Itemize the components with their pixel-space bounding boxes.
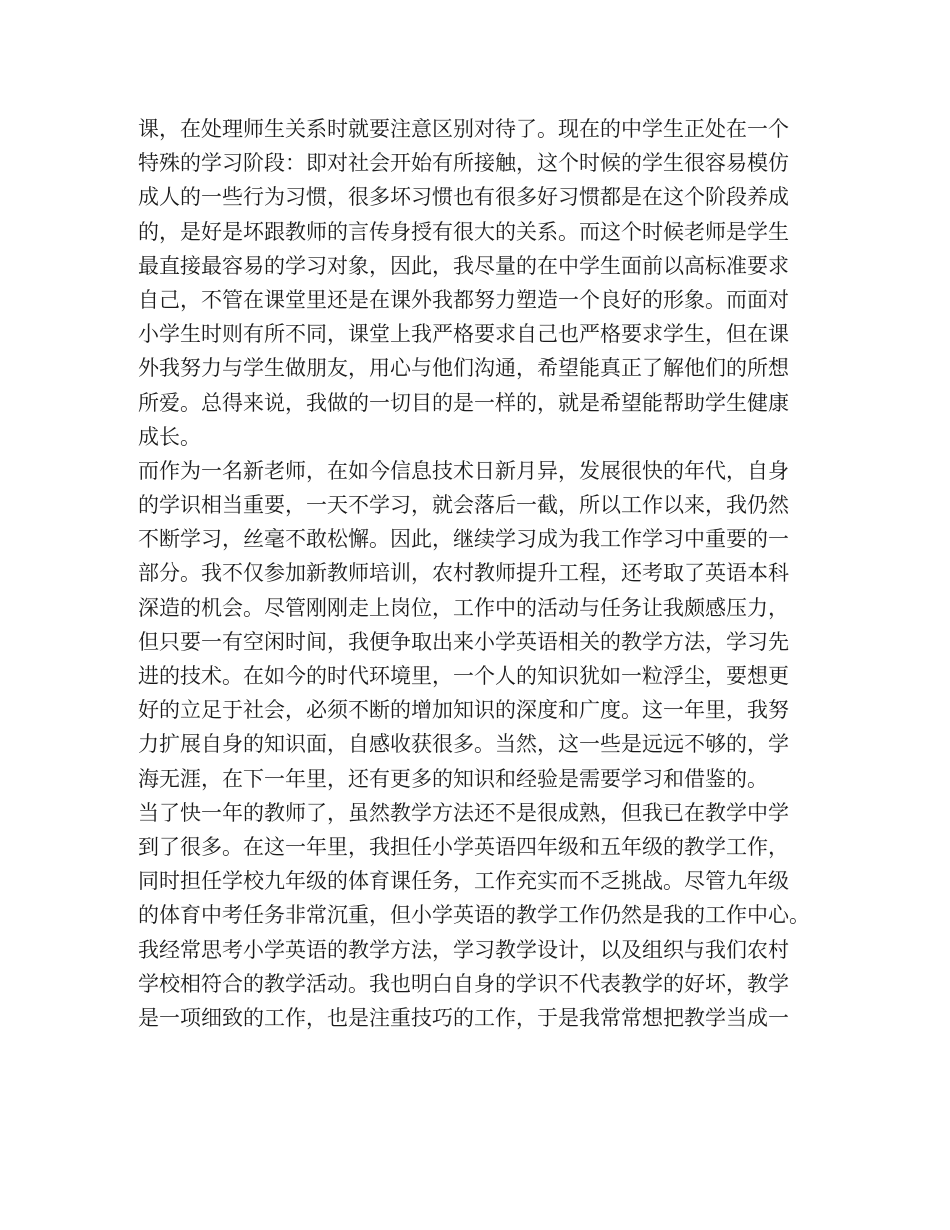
text-line: 海无涯，在下一年里，还有更多的知识和经验是需要学习和借鉴的。 [138, 766, 768, 791]
text-line: 力扩展自身的知识面，自感收获很多。当然，这一些是远远不够的，学 [138, 732, 789, 757]
text-line: 特殊的学习阶段：即对社会开始有所接触，这个时候的学生很容易模仿 [138, 151, 789, 176]
text-line: 是一项细致的工作，也是注重技巧的工作，于是我常常想把教学当成一 [138, 1005, 789, 1030]
text-line: 当了快一年的教师了，虽然教学方法还不是很成熟，但我已在教学中学 [138, 800, 789, 825]
text-line: 进的技术。在如今的时代环境里，一个人的知识犹如一粒浮尘，要想更 [138, 664, 789, 688]
text-line: 我经常思考小学英语的教学方法，学习教学设计，以及组织与我们农村 [138, 937, 789, 962]
text-line: 部分。我不仅参加新教师培训，农村教师提升工程，还考取了英语本科 [138, 561, 789, 586]
text-line: 自己，不管在课堂里还是在课外我都努力塑造一个良好的形象。而面对 [138, 287, 789, 312]
text-line: 小学生时则有所不同，课堂上我严格要求自己也严格要求学生，但在课 [138, 322, 789, 347]
text-line: 学校相符合的教学活动。我也明白自身的学识不代表教学的好坏，教学 [138, 971, 789, 996]
text-line: 同时担任学校九年级的体育课任务，工作充实而不乏挑战。尽管九年级 [138, 869, 789, 894]
text-line: 的体育中考任务非常沉重，但小学英语的教学工作仍然是我的工作中心。 [138, 903, 810, 928]
text-line: 而作为一名新老师，在如今信息技术日新月异，发展很快的年代，自身 [138, 458, 789, 483]
text-line: 成人的一些行为习惯，很多坏习惯也有很多好习惯都是在这个阶段养成 [138, 185, 789, 210]
text-line: 到了很多。在这一年里，我担任小学英语四年级和五年级的教学工作， [138, 834, 789, 859]
text-line: 好的立足于社会，必须不断的增加知识的深度和广度。这一年里，我努 [138, 698, 789, 723]
text-line: 但只要一有空闲时间，我便争取出来小学英语相关的教学方法，学习先 [138, 629, 789, 654]
text-line: 所爱。总得来说，我做的一切目的是一样的，就是希望能帮助学生健康 [138, 390, 789, 415]
text-line: 课，在处理师生关系时就要注意区别对待了。现在的中学生正处在一个 [138, 117, 789, 141]
text-line: 不断学习，丝毫不敢松懈。因此，继续学习成为我工作学习中重要的一 [138, 527, 789, 552]
text-line: 外我努力与学生做朋友，用心与他们沟通，希望能真正了解他们的所想 [138, 356, 789, 381]
body-text [138, 112, 838, 1035]
text-line: 深造的机会。尽管刚刚走上岗位，工作中的活动与任务让我颇感压力， [138, 595, 789, 620]
text-line: 的学识相当重要，一天不学习，就会落后一截，所以工作以来，我仍然 [138, 493, 789, 518]
text-line: 的，是好是坏跟教师的言传身授有很大的关系。而这个时候老师是学生 [138, 219, 789, 244]
text-line: 最直接最容易的学习对象，因此，我尽量的在中学生面前以高标准要求 [138, 253, 789, 278]
text-line: 成长。 [138, 424, 201, 449]
